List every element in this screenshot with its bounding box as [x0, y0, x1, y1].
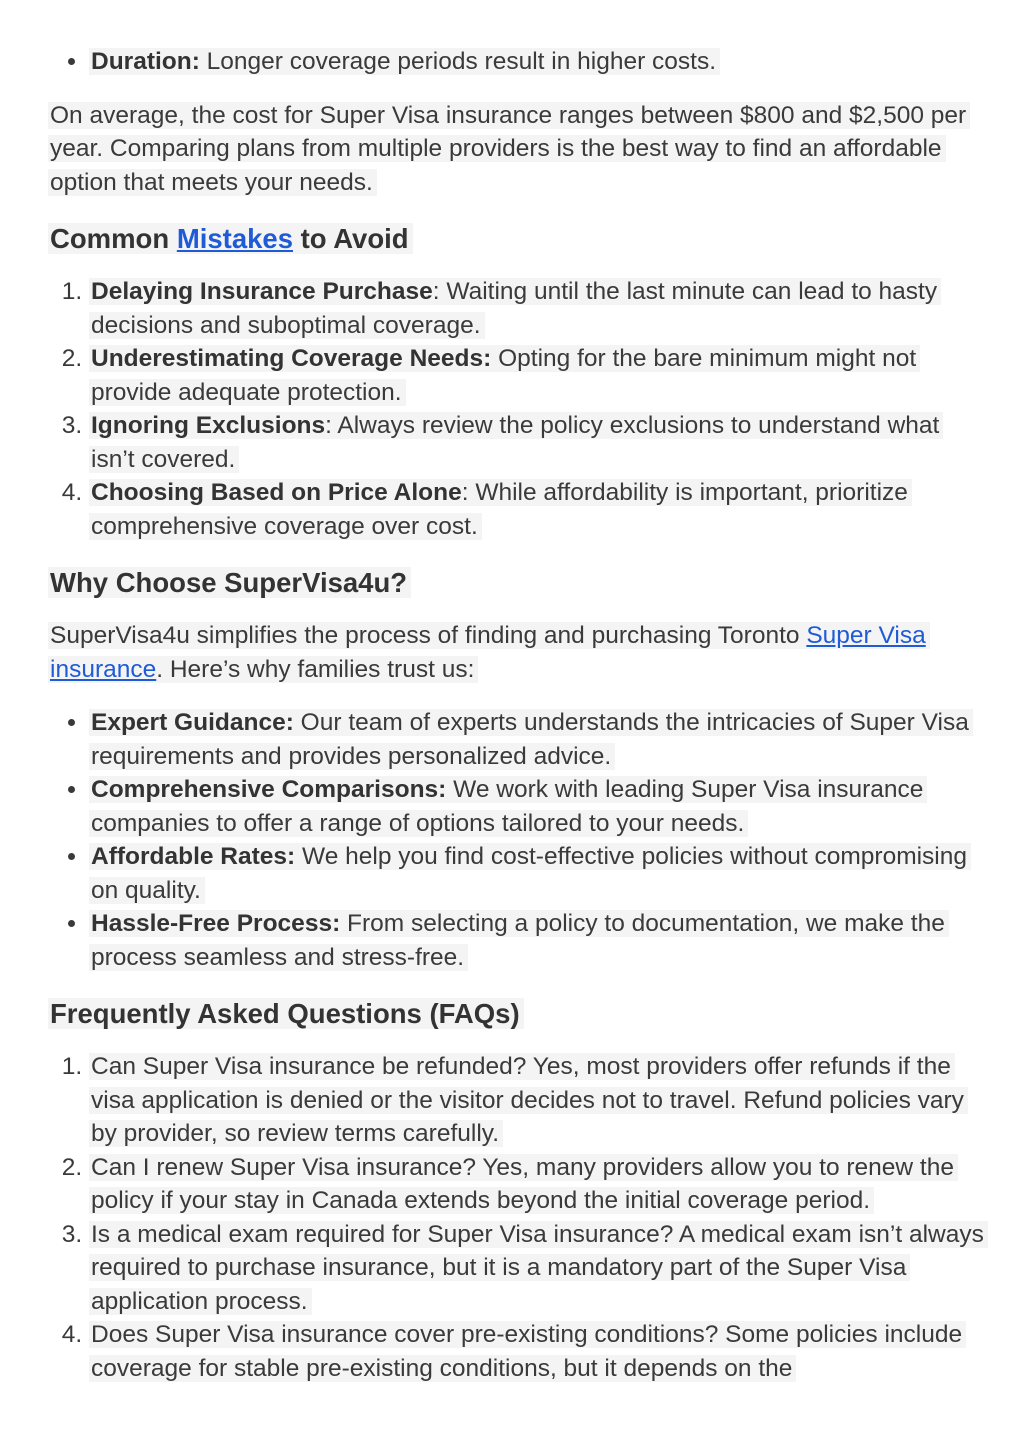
list-item-label: Comprehensive Comparisons: [91, 776, 447, 803]
average-cost-paragraph [48, 99, 988, 200]
why-heading [48, 565, 988, 601]
faq-item [89, 1318, 988, 1385]
list-item-label: Choosing Based on Price Alone [91, 479, 462, 506]
list-item-body: : While affordability is important, prioritize comprehensive coverage over cost. [91, 479, 908, 540]
faq-text: Does Super Visa insurance cover pre-existing conditions? Some policies include coverage for stable pre-existing conditions, but it depends on the [89, 1321, 966, 1382]
list-item [89, 342, 988, 409]
mistakes-link[interactable]: Mistakes [176, 223, 293, 254]
list-item-label: Delaying Insurance Purchase [91, 278, 433, 305]
faq-item [89, 1151, 988, 1218]
list-item [89, 706, 988, 773]
faq-text: Can Super Visa insurance be refunded? Yes, most providers offer refunds if the visa application is denied or the visitor decides not to travel. Refund policies vary by provider, so review terms carefully. [89, 1053, 968, 1147]
why-paragraph [48, 619, 988, 686]
paragraph-text: On average, the cost for Super Visa insurance ranges between $800 and $2,500 per year. Comparing plans from multiple providers is the best way to find an affordable option that meets your needs. [48, 102, 970, 196]
list-item [89, 840, 988, 907]
super-visa-insurance-link[interactable]: Super Visa insurance [50, 622, 926, 683]
list-item-body: : Waiting until the last minute can lead to hasty decisions and suboptimal coverage. [91, 278, 938, 339]
list-item-body: From selecting a policy to documentation, we make the process seamless and stress-free. [91, 910, 945, 971]
list-item-label: Affordable Rates: [91, 843, 296, 870]
faq-text: Can I renew Super Visa insurance? Yes, many providers allow you to renew the policy if your stay in Canada extends beyond the initial coverage period. [89, 1154, 958, 1215]
list-item-body: Opting for the bare minimum might not provide adequate protection. [91, 345, 917, 406]
mistakes-list [48, 275, 988, 543]
list-item-label: Expert Guidance: [91, 709, 294, 736]
list-item [89, 45, 988, 79]
faq-heading [48, 996, 988, 1032]
reasons-list [48, 706, 988, 974]
heading-suffix: to Avoid [293, 223, 409, 254]
heading-text: Frequently Asked Questions (FAQs) [48, 998, 524, 1029]
list-item [89, 476, 988, 543]
mistakes-heading [48, 221, 988, 257]
list-item [89, 275, 988, 342]
faq-text: Is a medical exam required for Super Visa insurance? A medical exam isn’t always required to purchase insurance, but it is a mandatory part of the Super Visa application process. [89, 1221, 988, 1315]
paragraph-suffix: . Here’s why families trust us: [156, 655, 475, 683]
list-item [89, 773, 988, 840]
faq-list [48, 1050, 988, 1385]
paragraph-prefix: SuperVisa4u simplifies the process of finding and purchasing Toronto [50, 622, 807, 649]
heading-text: Why Choose SuperVisa4u? [48, 567, 411, 598]
faq-item [89, 1050, 988, 1151]
list-item-body: Longer coverage periods result in higher costs. [199, 48, 717, 75]
list-item [89, 907, 988, 974]
heading-prefix: Common [50, 223, 177, 254]
list-item-label: Hassle-Free Process: [91, 910, 341, 937]
list-item-body: We work with leading Super Visa insurance companies to offer a range of options tailored to your needs. [91, 776, 924, 837]
cost-factors-list [48, 45, 988, 79]
list-item-label: Underestimating Coverage Needs: [91, 345, 492, 372]
faq-item [89, 1218, 988, 1319]
list-item-label: Ignoring Exclusions [91, 412, 326, 439]
list-item-body: Our team of experts understands the intricacies of Super Visa requirements and provides personalized advice. [91, 709, 969, 770]
list-item-body: We help you find cost-effective policies without compromising on quality. [91, 843, 968, 904]
list-item [89, 409, 988, 476]
list-item-text [89, 48, 720, 75]
list-item-label: Duration: [91, 48, 200, 75]
list-item-body: : Always review the policy exclusions to understand what isn’t covered. [91, 412, 940, 473]
